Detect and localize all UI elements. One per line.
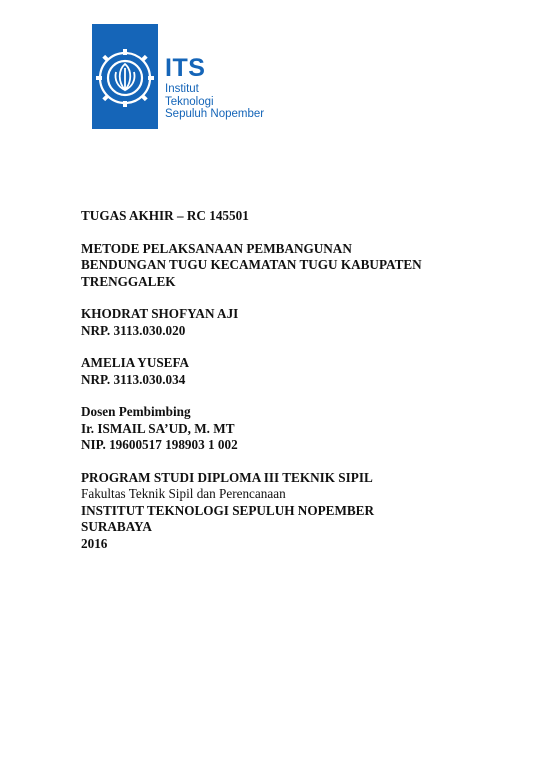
thesis-title-line-1: METODE PELAKSANAAN PEMBANGUNAN bbox=[81, 240, 352, 256]
logo-line-1: Institut bbox=[165, 83, 199, 95]
logo-wordmark bbox=[165, 56, 264, 121]
thesis-title-line-3: TRENGGALEK bbox=[81, 273, 176, 289]
its-emblem-icon bbox=[92, 24, 158, 129]
faculty-name: Fakultas Teknik Sipil dan Perencanaan bbox=[81, 486, 286, 501]
cover-content bbox=[81, 208, 491, 552]
supervisor-nip: NIP. 19600517 198903 1 002 bbox=[81, 437, 238, 452]
supervisor-name: Ir. ISMAIL SA’UD, M. MT bbox=[81, 420, 235, 436]
year: 2016 bbox=[81, 535, 108, 551]
city-name: SURABAYA bbox=[81, 519, 152, 534]
supervisor-label: Dosen Pembimbing bbox=[81, 404, 191, 419]
logo-line-3: Sepuluh Nopember bbox=[165, 108, 265, 120]
university-name: INSTITUT TEKNOLOGI SEPULUH NOPEMBER bbox=[81, 502, 375, 518]
author-1-name: KHODRAT SHOFYAN AJI bbox=[81, 306, 239, 321]
thesis-title-line-2: BENDUNGAN TUGU KECAMATAN TUGU KABUPATEN bbox=[81, 257, 422, 272]
author-2-name: AMELIA YUSEFA bbox=[81, 355, 190, 370]
logo-brand: ITS bbox=[165, 54, 206, 82]
its-logo bbox=[92, 24, 277, 129]
thesis-code: TUGAS AKHIR – RC 145501 bbox=[81, 208, 249, 223]
author-2-nrp: NRP. 3113.030.034 bbox=[81, 371, 186, 387]
logo-line-2: Teknologi bbox=[165, 95, 214, 108]
program-name: PROGRAM STUDI DIPLOMA III TEKNIK SIPIL bbox=[81, 469, 373, 485]
author-1-nrp: NRP. 3113.030.020 bbox=[81, 322, 186, 338]
logo-blue-panel bbox=[92, 24, 158, 129]
